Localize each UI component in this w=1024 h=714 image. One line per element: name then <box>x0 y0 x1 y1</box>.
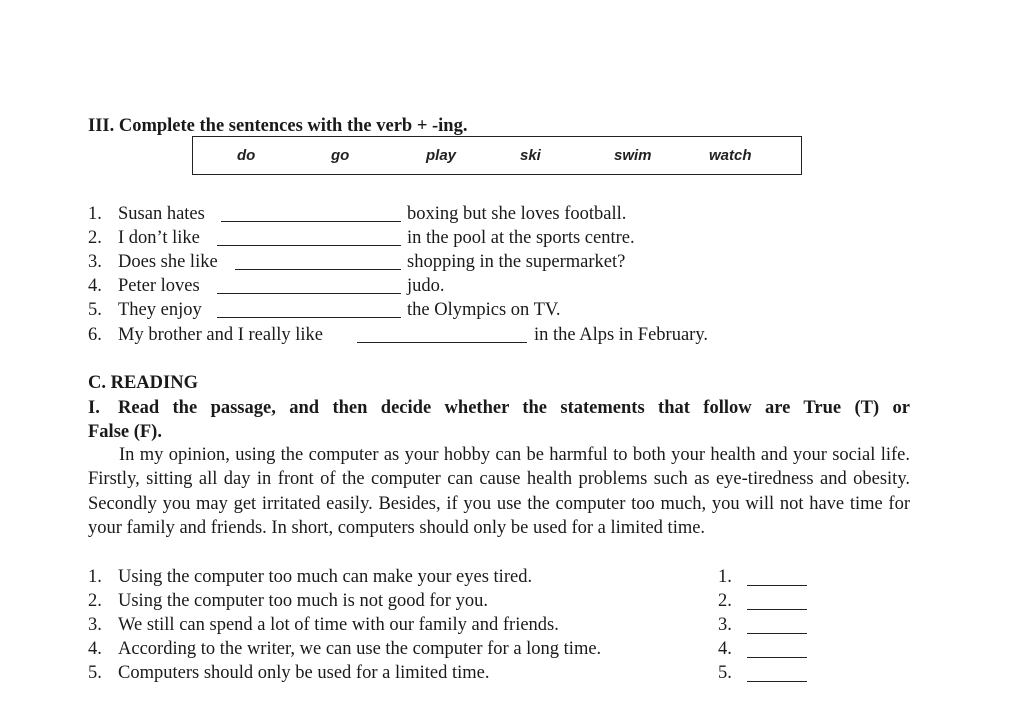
sentence-end: in the pool at the sports centre. <box>407 228 635 248</box>
reading-passage: In my opinion, using the computer as your hobby can be harmful to both your health and your social life. Firstly, sitting all day in front of the computer can cause health problems such as eye-tiredness and obesity. Secondly you may get irritated easily. Besides, if you use the computer too much, you will not have time for your family and friends. In short, computers should only be used for a limited time. <box>88 445 910 538</box>
sentence-end: the Olympics on TV. <box>407 300 561 320</box>
sentence-end: judo. <box>407 276 445 296</box>
answer-number: 4. <box>718 639 732 659</box>
exercise-heading: III. Complete the sentences with the verb + -ing. <box>88 116 468 136</box>
statement-number: 1. <box>88 567 102 587</box>
answer-blank[interactable] <box>235 269 401 270</box>
statement-number: 5. <box>88 663 102 683</box>
sentence-end: in the Alps in February. <box>534 325 709 345</box>
sentence-start: My brother and I really like <box>118 325 323 345</box>
sentence-end: boxing but she loves football. <box>407 204 627 224</box>
sentence-number: 5. <box>88 300 102 320</box>
sentence-number: 4. <box>88 276 102 296</box>
sentence-number: 1. <box>88 204 102 224</box>
statement-text: Using the computer too much is not good for you. <box>118 591 488 611</box>
instruction-text: Read the passage, and then decide whether the statements that follow are True (T) or <box>118 398 910 418</box>
answer-blank[interactable] <box>357 342 527 343</box>
word-swim: swim <box>614 147 652 164</box>
answer-blank[interactable] <box>217 245 401 246</box>
sentence-start: Susan hates <box>118 204 205 224</box>
word-play: play <box>426 147 457 164</box>
instruction-text-cont: False (F). <box>88 422 162 442</box>
answer-blank[interactable] <box>747 657 807 658</box>
word-box <box>192 136 802 175</box>
answer-blank[interactable] <box>217 293 401 294</box>
answer-blank[interactable] <box>747 633 807 634</box>
instruction-number: I. <box>88 398 100 418</box>
statement-text: We still can spend a lot of time with our family and friends. <box>118 615 559 635</box>
word-watch: watch <box>709 147 752 164</box>
answer-blank[interactable] <box>747 585 807 586</box>
sentence-number: 2. <box>88 228 102 248</box>
answer-blank[interactable] <box>217 317 401 318</box>
sentence-number: 6. <box>88 325 102 345</box>
answer-blank[interactable] <box>747 681 807 682</box>
word-do: do <box>237 147 256 164</box>
sentence-start: Does she like <box>118 252 218 272</box>
statement-number: 3. <box>88 615 102 635</box>
answer-blank[interactable] <box>747 609 807 610</box>
sentence-start: They enjoy <box>118 300 202 320</box>
sentence-start: I don’t like <box>118 228 200 248</box>
answer-number: 1. <box>718 567 732 587</box>
statement-text: Using the computer too much can make your eyes tired. <box>118 567 533 587</box>
statement-text: Computers should only be used for a limited time. <box>118 663 490 683</box>
sentence-start: Peter loves <box>118 276 200 296</box>
answer-number: 2. <box>718 591 732 611</box>
section-title: C. READING <box>88 373 198 393</box>
sentence-number: 3. <box>88 252 102 272</box>
answer-number: 3. <box>718 615 732 635</box>
word-go: go <box>331 147 350 164</box>
answer-number: 5. <box>718 663 732 683</box>
statement-number: 2. <box>88 591 102 611</box>
statement-text: According to the writer, we can use the computer for a long time. <box>118 639 602 659</box>
word-ski: ski <box>520 147 541 164</box>
answer-blank[interactable] <box>221 221 401 222</box>
statement-number: 4. <box>88 639 102 659</box>
sentence-end: shopping in the supermarket? <box>407 252 626 272</box>
